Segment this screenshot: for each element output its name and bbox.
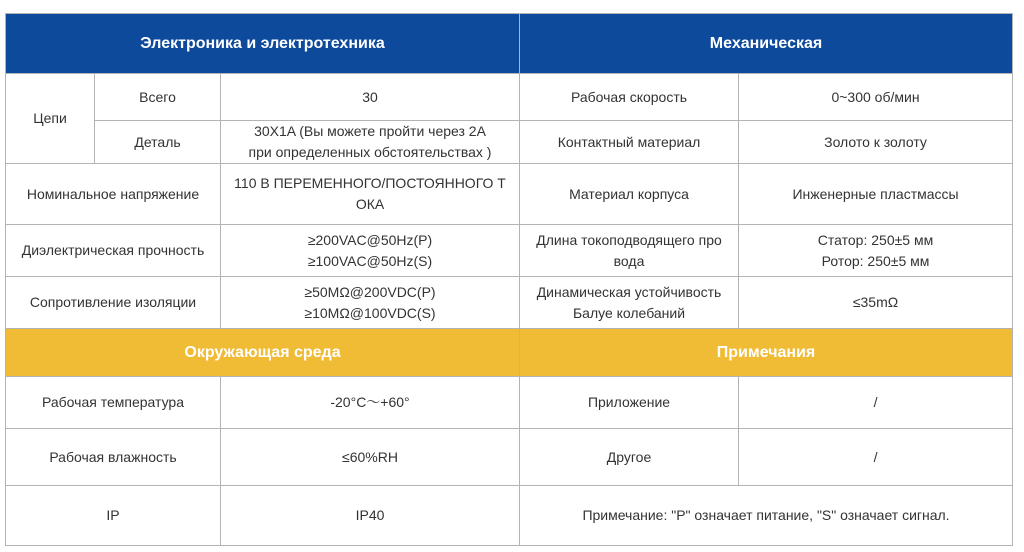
section-header-notes: Примечания [520, 329, 1013, 377]
dielectric-label: Диэлектрическая прочность [6, 225, 221, 277]
circuits-label: Цепи [6, 74, 95, 164]
dielectric-value-line-2: ≥100VAC@50Hz(S) [307, 252, 433, 269]
circuits-total-value: 30 [221, 74, 520, 121]
lead-length-value [739, 225, 1013, 277]
humidity-value: ≤60%RH [221, 429, 520, 486]
dynamic-label [520, 277, 739, 329]
insulation-value-line-2: ≥10MΩ@100VDC(S) [304, 304, 436, 321]
circuits-detail-label: Деталь [95, 121, 221, 164]
table-row [6, 429, 1013, 486]
voltage-value [221, 164, 520, 225]
lead-length-value-line-1: Статор: 250±5 мм [817, 231, 934, 248]
ip-label: IP [6, 486, 221, 546]
insulation-value [221, 277, 520, 329]
table-row [6, 486, 1013, 546]
humidity-label: Рабочая влажность [6, 429, 221, 486]
table-row [6, 121, 1013, 164]
lead-length-label-line-2: вода [613, 252, 645, 269]
application-value: / [739, 377, 1013, 429]
circuits-detail-line-2: при определенных обстоятельствах ) [248, 144, 492, 160]
header-row-top [6, 14, 1013, 74]
housing-label: Материал корпуса [520, 164, 739, 225]
lead-length-label [520, 225, 739, 277]
voltage-value-line-2: ОКА [355, 196, 385, 212]
other-value: / [739, 429, 1013, 486]
speed-value: 0~300 об/мин [739, 74, 1013, 121]
dielectric-value-line-1: ≥200VAC@50Hz(P) [307, 231, 433, 248]
insulation-label: Сопротивление изоляции [6, 277, 221, 329]
section-header-electronics: Электроника и электротехника [6, 14, 520, 74]
temperature-label: Рабочая температура [6, 377, 221, 429]
circuits-detail-value [221, 121, 520, 164]
voltage-value-line-1: 110 В ПЕРЕМЕННОГО/ПОСТОЯННОГО Т [234, 175, 506, 191]
voltage-label: Номинальное напряжение [6, 164, 221, 225]
dynamic-value: ≤35mΩ [739, 277, 1013, 329]
table-row [6, 377, 1013, 429]
table-row [6, 225, 1013, 277]
contact-label: Контактный материал [520, 121, 739, 164]
lead-length-value-line-2: Ротор: 250±5 мм [821, 252, 930, 269]
insulation-value-line-1: ≥50MΩ@200VDC(P) [304, 283, 436, 300]
dynamic-label-line-2: Балуе колебаний [572, 304, 686, 321]
speed-label: Рабочая скорость [520, 74, 739, 121]
lead-length-label-line-1: Длина токоподводящего про [536, 231, 722, 248]
footnote: Примечание: "P" означает питание, "S" означает сигнал. [520, 486, 1013, 546]
dielectric-value [221, 225, 520, 277]
circuits-total-label: Всего [95, 74, 221, 121]
temperature-value: -20°C～+60° [221, 377, 520, 429]
specification-table [5, 13, 1013, 546]
table-row [6, 74, 1013, 121]
contact-value: Золото к золоту [739, 121, 1013, 164]
table-row [6, 164, 1013, 225]
dynamic-label-line-1: Динамическая устойчивость [536, 283, 722, 300]
section-header-mechanical: Механическая [520, 14, 1013, 74]
other-label: Другое [520, 429, 739, 486]
ip-value: IP40 [221, 486, 520, 546]
application-label: Приложение [520, 377, 739, 429]
table-row [6, 277, 1013, 329]
circuits-detail-line-1: 30X1A (Вы можете пройти через 2A [254, 123, 486, 139]
housing-value: Инженерные пластмассы [739, 164, 1013, 225]
header-row-middle [6, 329, 1013, 377]
section-header-environment: Окружающая среда [6, 329, 520, 377]
